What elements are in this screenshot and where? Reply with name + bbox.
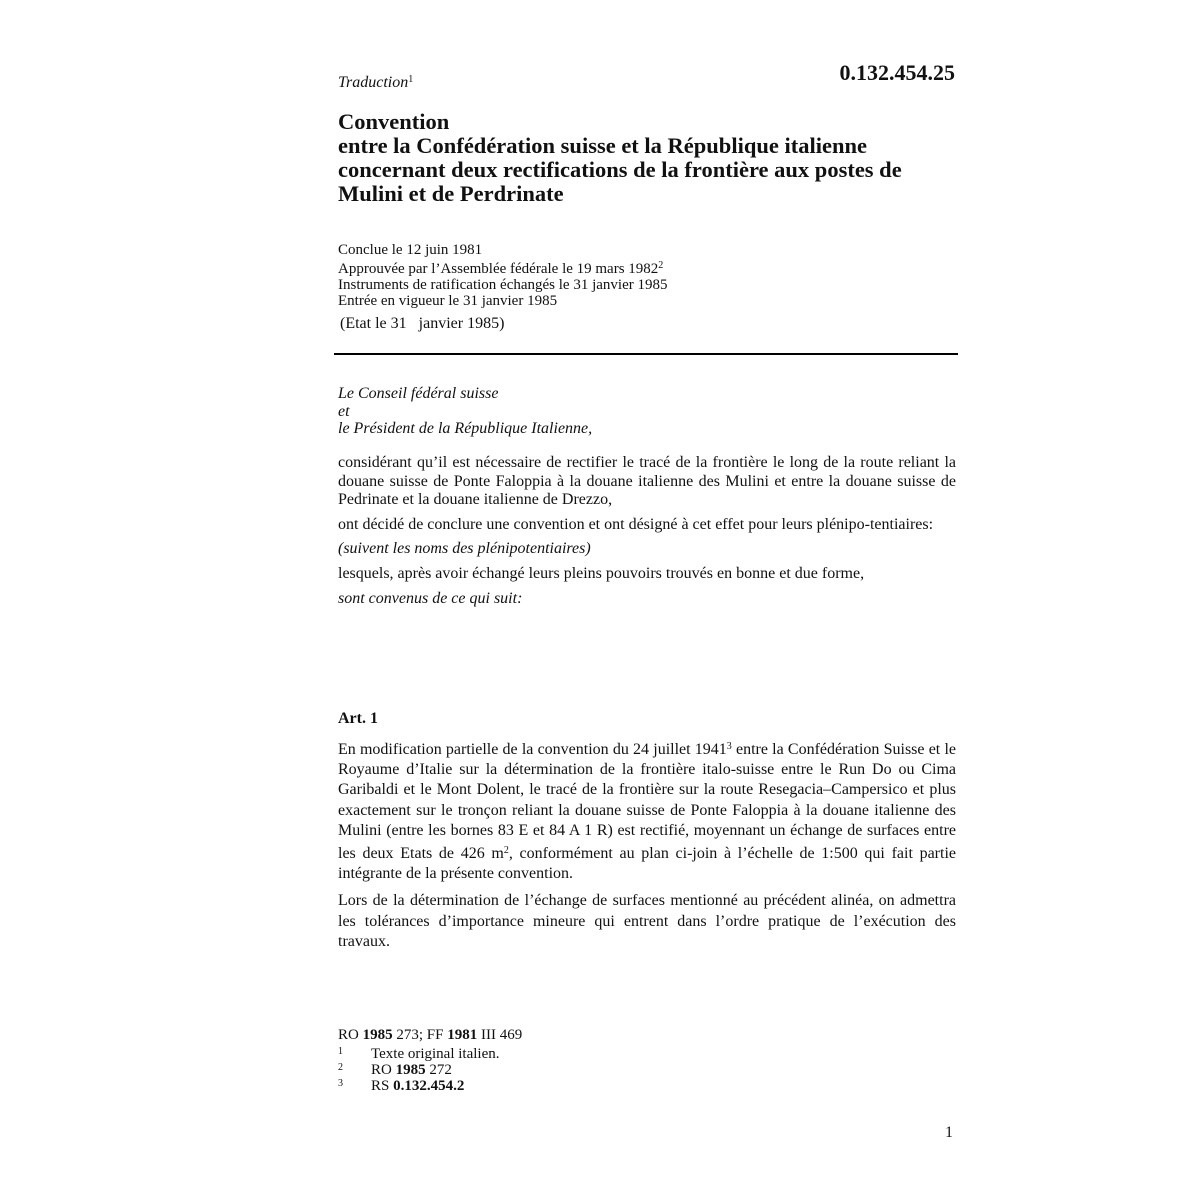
article-1-paragraph-2: Lors de la détermination de l’échange de surfaces mentionné au précédent alinéa, on admettra les tolérances d’importance mineure qui entrent dans l’ordre pratique de l’exécution des travaux.: [338, 892, 956, 950]
footnote-bold: 0.132.454.2: [393, 1078, 465, 1094]
footnote-number: 1: [338, 1046, 343, 1057]
footnote-text: Texte original italien.: [371, 1046, 500, 1062]
footnote-prefix: RO: [371, 1062, 396, 1078]
footnote-number: 2: [338, 1062, 343, 1073]
article-1-text-a: En modification partielle de la convention du 24 juillet 1941: [338, 741, 727, 758]
decided-paragraph: ont décidé de conclure une convention et ont désigné à cet effet pour leurs plénipo-tentiaires:: [338, 515, 934, 533]
official-collection-reference: [338, 1027, 522, 1044]
document-metadata: [338, 242, 958, 309]
ro-year: 1985: [362, 1027, 393, 1043]
agreed-paragraph: sont convenus de ce qui suit:: [338, 589, 523, 607]
footnote-3: [338, 1078, 738, 1094]
party-swiss: Le Conseil fédéral suisse: [338, 385, 499, 402]
ff-year: 1981: [447, 1027, 478, 1043]
footnote-2: [338, 1062, 738, 1078]
footnotes: [338, 1046, 738, 1094]
party-italian: le Président de la République Italienne,: [338, 420, 593, 437]
footnote-text: [371, 1078, 464, 1094]
article-1-title: Art. 1: [338, 710, 378, 727]
square-meter-sup: 2: [503, 845, 509, 857]
ro-prefix: RO: [338, 1027, 363, 1043]
considering-paragraph: considérant qu’il est nécessaire de rectifier le tracé de la frontière le long de la route reliant la douane suisse de Ponte Faloppia à la douane italienne des Mulini et entre la douane suisse de Pedrinate et la douane italienne de Drezzo,: [338, 454, 956, 509]
article-1-text-b: entre la Confédération Suisse et le Royaume d’Italie sur la détermination de la frontière italo-suisse entre le Run Do ou Cima Garibaldi et le Mont Dolent, le tracé de la frontière sur la route Resegacia–Campersico et plus exactement sur le tronçon reliant la douane suisse de Ponte Faloppia à la douane italienne des Mulini (entre les bornes 83 E et 84 A 1 R) est rectifié, moyennant un échange de surfaces entre les deux Etats de 426 m: [338, 741, 956, 863]
page-number: 1: [945, 1124, 953, 1141]
preamble-parties: [338, 385, 958, 438]
ratification-date: Instruments de ratification échangés le 31 janvier 1985: [338, 277, 668, 293]
footnote-ref-2[interactable]: 2: [658, 260, 664, 271]
header-divider: [334, 353, 958, 355]
article-1-text-c: , conformément au plan ci-join à l’échelle de 1:500 qui fait partie intégrante de la présente convention.: [338, 845, 956, 883]
approval-text: Approuvée par l’Assemblée fédérale le 19 mars 1982: [338, 261, 659, 277]
footnote-number: 3: [338, 1078, 343, 1089]
party-and: et: [338, 402, 350, 420]
footnote-bold: 1985: [395, 1062, 426, 1078]
footnote-ref-1[interactable]: 1: [408, 74, 414, 85]
article-1-paragraph-1: [338, 737, 956, 884]
entry-into-force: Entrée en vigueur le 31 janvier 1985: [338, 293, 558, 309]
concluded-date: Conclue le 12 juin 1981: [338, 242, 483, 258]
footnote-1: [338, 1046, 738, 1062]
footnote-prefix: RS: [371, 1078, 394, 1094]
translation-text: Traduction: [338, 74, 409, 91]
footnote-ref-3[interactable]: 3: [726, 741, 732, 752]
document-title: [338, 110, 978, 206]
title-line: entre la Confédération suisse et la République italienne: [338, 133, 867, 158]
approval-date: [338, 258, 958, 277]
plenipotentiaries-paragraph: (suivent les noms des plénipotentiaires): [338, 540, 591, 558]
article-1-body: [338, 737, 956, 959]
preamble-body: [338, 454, 956, 614]
ff-rest: III 469: [477, 1027, 523, 1043]
sr-number: 0.132.454.25: [839, 60, 955, 85]
footnote-text: [371, 1062, 452, 1078]
state-date: (Etat le 31 janvier 1985): [340, 315, 505, 332]
translation-label: [338, 74, 413, 92]
title-line: concernant deux rectifications de la frontière aux postes de: [338, 157, 902, 182]
powers-paragraph: lesquels, après avoir échangé leurs pleins pouvoirs trouvés en bonne et due forme,: [338, 564, 865, 582]
ro-rest: 273; FF: [392, 1027, 448, 1043]
footnote-suffix: 272: [425, 1062, 452, 1078]
title-line: Convention: [338, 109, 450, 134]
title-line: Mulini et de Perdrinate: [338, 181, 564, 206]
